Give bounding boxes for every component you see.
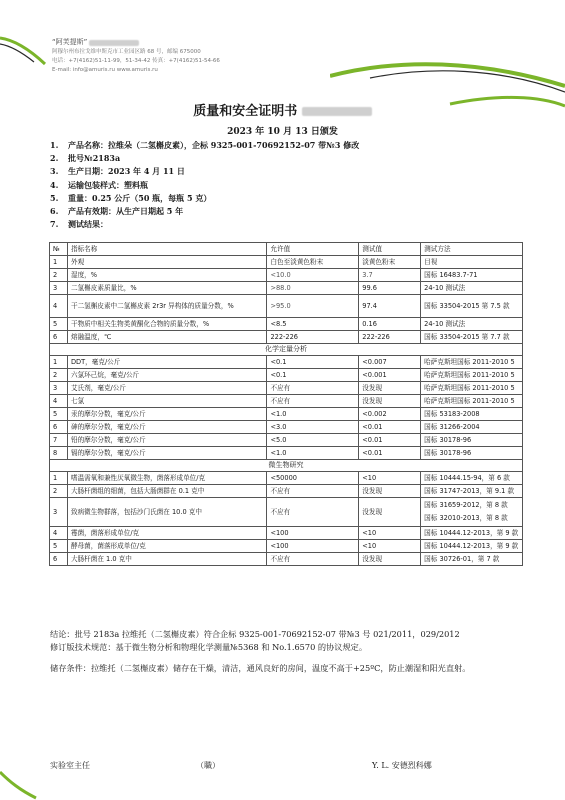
table-row: [50, 295, 523, 318]
table-cell: <100: [267, 527, 359, 540]
product-info-list: [50, 139, 359, 231]
table-cell: 不应有: [267, 485, 359, 498]
table-cell: 5: [50, 408, 68, 421]
table-row: [50, 369, 523, 382]
doc-date: 2023 年 10 月 13 日颁发: [227, 127, 338, 137]
table-cell: 国标 30726-01，第 7 款: [421, 553, 523, 566]
table-cell: 嗜温需氧和兼性厌氧微生物，菌落形成单位/克: [67, 472, 266, 485]
info-item: 5. 重量：0.25 公斤（50 瓶，每瓶 5 克）: [50, 192, 212, 203]
table-cell: 外观: [67, 256, 266, 269]
table-cell: 砷的摩尔分数，毫克/公斤: [67, 421, 266, 434]
table-cell: 国标 33504-2015 第 7.5 款: [421, 295, 523, 318]
top-left-swoosh: [0, 30, 60, 70]
signatory-name: Y. L. 安德烈科娜: [372, 761, 432, 770]
table-row: [50, 331, 523, 344]
table-cell: 镉的摩尔分数，毫克/公斤: [67, 447, 266, 460]
table-cell: 6: [50, 553, 68, 566]
table-cell: 7: [50, 434, 68, 447]
table-cell: 3.7: [359, 269, 421, 282]
table-row: [50, 282, 523, 295]
table-cell: 222-226: [359, 331, 421, 344]
table-cell: 国标 31747-2013，第 9.1 款: [421, 485, 523, 498]
table-cell: 七氯: [67, 395, 266, 408]
bottom-left-swoosh: [0, 770, 40, 800]
table-row: [50, 553, 523, 566]
header-cell: 指标名称: [67, 243, 266, 256]
table-cell: 铅的摩尔分数，毫克/公斤: [67, 434, 266, 447]
section-title-chem: 化学定量分析: [50, 344, 523, 356]
table-cell: 国标 10444.12-2013，第 9 款: [421, 540, 523, 553]
table-cell: <0.001: [359, 369, 421, 382]
table-cell: 国标 33504-2015 第 7.7 款: [421, 331, 523, 344]
table-row: [50, 256, 523, 269]
table-cell: 国标 10444.15-94，第 6 款: [421, 472, 523, 485]
table-row: [50, 527, 523, 540]
table-cell: <1.0: [267, 447, 359, 460]
table-cell: 干物质中相关生物类黄酮化合物的质量分数，%: [67, 318, 266, 331]
info-item: 6. 产品有效期：从生产日期起 5 年: [50, 205, 184, 216]
table-row: [50, 498, 523, 527]
table-cell: 4: [50, 527, 68, 540]
table-cell: 222-226: [267, 331, 359, 344]
table-cell: 酵母菌，菌落形成单位/克: [67, 540, 266, 553]
table-cell: 6: [50, 421, 68, 434]
table-cell: 哈萨克斯坦国标 2011-2010 5: [421, 395, 523, 408]
table-cell: <8.5: [267, 318, 359, 331]
table-cell: <0.01: [359, 434, 421, 447]
table-cell: 没发现: [359, 382, 421, 395]
table-row: [50, 382, 523, 395]
table-cell: 大肠杆菌在 1.0 克中: [67, 553, 266, 566]
table-row: [50, 408, 523, 421]
table-cell: 2: [50, 369, 68, 382]
table-row: [50, 485, 523, 498]
table-cell: 6: [50, 331, 68, 344]
footer-text: [50, 628, 520, 675]
table-cell: <10: [359, 472, 421, 485]
table-cell: 没发现: [359, 485, 421, 498]
doc-title-wrap: [0, 100, 565, 119]
table-cell: <3.0: [267, 421, 359, 434]
table-cell: 国标 10444.12-2013，第 9 款: [421, 527, 523, 540]
company-name: “阿芙提斯”: [52, 38, 88, 46]
info-item: 7. 测试结果：: [50, 219, 108, 230]
lab-head-label: 实验室主任: [50, 761, 90, 770]
table-cell: <10: [359, 527, 421, 540]
table-cell: 不应有: [267, 395, 359, 408]
table-cell: 没发现: [359, 395, 421, 408]
table-cell: 国标 16483.7-71: [421, 269, 523, 282]
header-cell: 允许值: [267, 243, 359, 256]
rules: 修订版技术规范：基于微生物分析和物理化学测量№5368 和 No.1.6570 的协议规定。: [50, 642, 368, 652]
table-cell: 艾氏剂，毫克/公斤: [67, 382, 266, 395]
table-cell: <0.1: [267, 369, 359, 382]
table-cell: 致病微生物群落，包括沙门氏菌在 10.0 克中: [67, 498, 266, 527]
phone-line: 电话：+7(4162)51-11-99，51-34-42 传真：+7(4162)51-54-66: [52, 58, 220, 64]
table-cell: <10.0: [267, 269, 359, 282]
table-cell: 国标 31266-2004: [421, 421, 523, 434]
table-cell: >95.0: [267, 295, 359, 318]
table-cell: 大肠杆菌组的细菌，包括大肠菌群在 0.1 克中: [67, 485, 266, 498]
table-cell: <0.01: [359, 447, 421, 460]
table-cell: <0.007: [359, 356, 421, 369]
letterhead: [52, 38, 220, 75]
table-cell: 干二氢槲皮素中二氢槲皮素 2r3r 异构体的质量分数，%: [67, 295, 266, 318]
section-row-micro: [50, 460, 523, 472]
table-cell: 汞的摩尔分数，毫克/公斤: [67, 408, 266, 421]
table-row: [50, 395, 523, 408]
header-cell: №: [50, 243, 68, 256]
header-cell: 测试方法: [421, 243, 523, 256]
table-cell: <0.002: [359, 408, 421, 421]
table-cell: <100: [267, 540, 359, 553]
table-cell: 8: [50, 447, 68, 460]
table-cell: 24-10 测试法: [421, 282, 523, 295]
signature-mark: （職）: [196, 761, 220, 770]
table-cell: 99.6: [359, 282, 421, 295]
table-cell: <5.0: [267, 434, 359, 447]
table-cell: 0.16: [359, 318, 421, 331]
address-line: 阿穆尔州布拉戈维申斯克市工业园区路 68 号，邮编 675000: [52, 49, 201, 55]
table-cell: 97.4: [359, 295, 421, 318]
table-cell: 不应有: [267, 498, 359, 527]
table-cell: 3: [50, 382, 68, 395]
table-cell: 2: [50, 269, 68, 282]
table-row: [50, 472, 523, 485]
table-cell: 不应有: [267, 553, 359, 566]
table-cell: <50000: [267, 472, 359, 485]
table-row: [50, 356, 523, 369]
table-cell: 3: [50, 498, 68, 527]
table-cell: 2: [50, 485, 68, 498]
table-cell: 1: [50, 472, 68, 485]
table-cell: 没发现: [359, 553, 421, 566]
table-cell: >88.0: [267, 282, 359, 295]
section-row-chem: [50, 344, 523, 356]
table-cell: 淡黄色粉末: [359, 256, 421, 269]
table-cell: 国标 31659-2012，第 8 款 国标 32010-2013，第 8 款: [421, 498, 523, 527]
table-row: [50, 434, 523, 447]
table-cell: DDT，毫克/公斤: [67, 356, 266, 369]
table-row: [50, 540, 523, 553]
table-row: [50, 269, 523, 282]
test-results-table: [49, 242, 523, 566]
storage-conditions: 储存条件：拉维托（二氢槲皮素）储存在干燥，清洁，通风良好的房间，温度不高于+25ºC，防止潮湿和阳光直射。: [50, 663, 471, 673]
table-cell: <10: [359, 540, 421, 553]
table-cell: <0.01: [359, 421, 421, 434]
table-cell: 5: [50, 318, 68, 331]
table-cell: 1: [50, 356, 68, 369]
table-cell: 不应有: [267, 382, 359, 395]
table-cell: 3: [50, 282, 68, 295]
table-cell: 霉菌，菌落形成单位/克: [67, 527, 266, 540]
table-header-row: [50, 243, 523, 256]
table-cell: 1: [50, 256, 68, 269]
table-cell: 六氯环己烷，毫克/公斤: [67, 369, 266, 382]
table-cell: <0.1: [267, 356, 359, 369]
table-cell: 国标 30178-96: [421, 447, 523, 460]
table-cell: 5: [50, 540, 68, 553]
info-item: 3. 生产日期：2023 年 4 月 11 日: [50, 166, 185, 177]
table-cell: 湿度，%: [67, 269, 266, 282]
info-item: 2. 批号№2183а: [50, 153, 121, 164]
table-cell: 白色至淡黄色粉末: [267, 256, 359, 269]
table-cell: 没发现: [359, 498, 421, 527]
table-cell: 哈萨克斯坦国标 2011-2010 5: [421, 356, 523, 369]
table-cell: 哈萨克斯坦国标 2011-2010 5: [421, 369, 523, 382]
header-cell: 测试值: [359, 243, 421, 256]
doc-title: 质量和安全证明书: [193, 104, 298, 119]
table-cell: <1.0: [267, 408, 359, 421]
table-row: [50, 318, 523, 331]
table-row: [50, 421, 523, 434]
table-cell: 二氢槲皮素质量比，%: [67, 282, 266, 295]
table-cell: 哈萨克斯坦国标 2011-2010 5: [421, 382, 523, 395]
table-cell: 熔融温度，℃: [67, 331, 266, 344]
info-item: 4. 运输包装样式：塑料瓶: [50, 179, 148, 190]
table-cell: 4: [50, 295, 68, 318]
section-title-micro: 微生物研究: [50, 460, 523, 472]
table-cell: 4: [50, 395, 68, 408]
table-row: [50, 447, 523, 460]
table-cell: 国标 30178-96: [421, 434, 523, 447]
table-cell: 目视: [421, 256, 523, 269]
table-cell: 24-10 测试法: [421, 318, 523, 331]
info-item: 1. 产品名称：拉维朵（二氢槲皮素），企标 9325-001-70692152-07 带№3 修改: [50, 140, 360, 150]
conclusion: 结论：批号 2183a 拉维托（二氢槲皮素）符合企标 9325-001-70692152-07 带№3 号 021/2011，029/2012: [50, 629, 460, 639]
table-cell: 国标 53183-2008: [421, 408, 523, 421]
email-line: E-mail: info@amuris.ru www.amuris.ru: [52, 67, 158, 73]
